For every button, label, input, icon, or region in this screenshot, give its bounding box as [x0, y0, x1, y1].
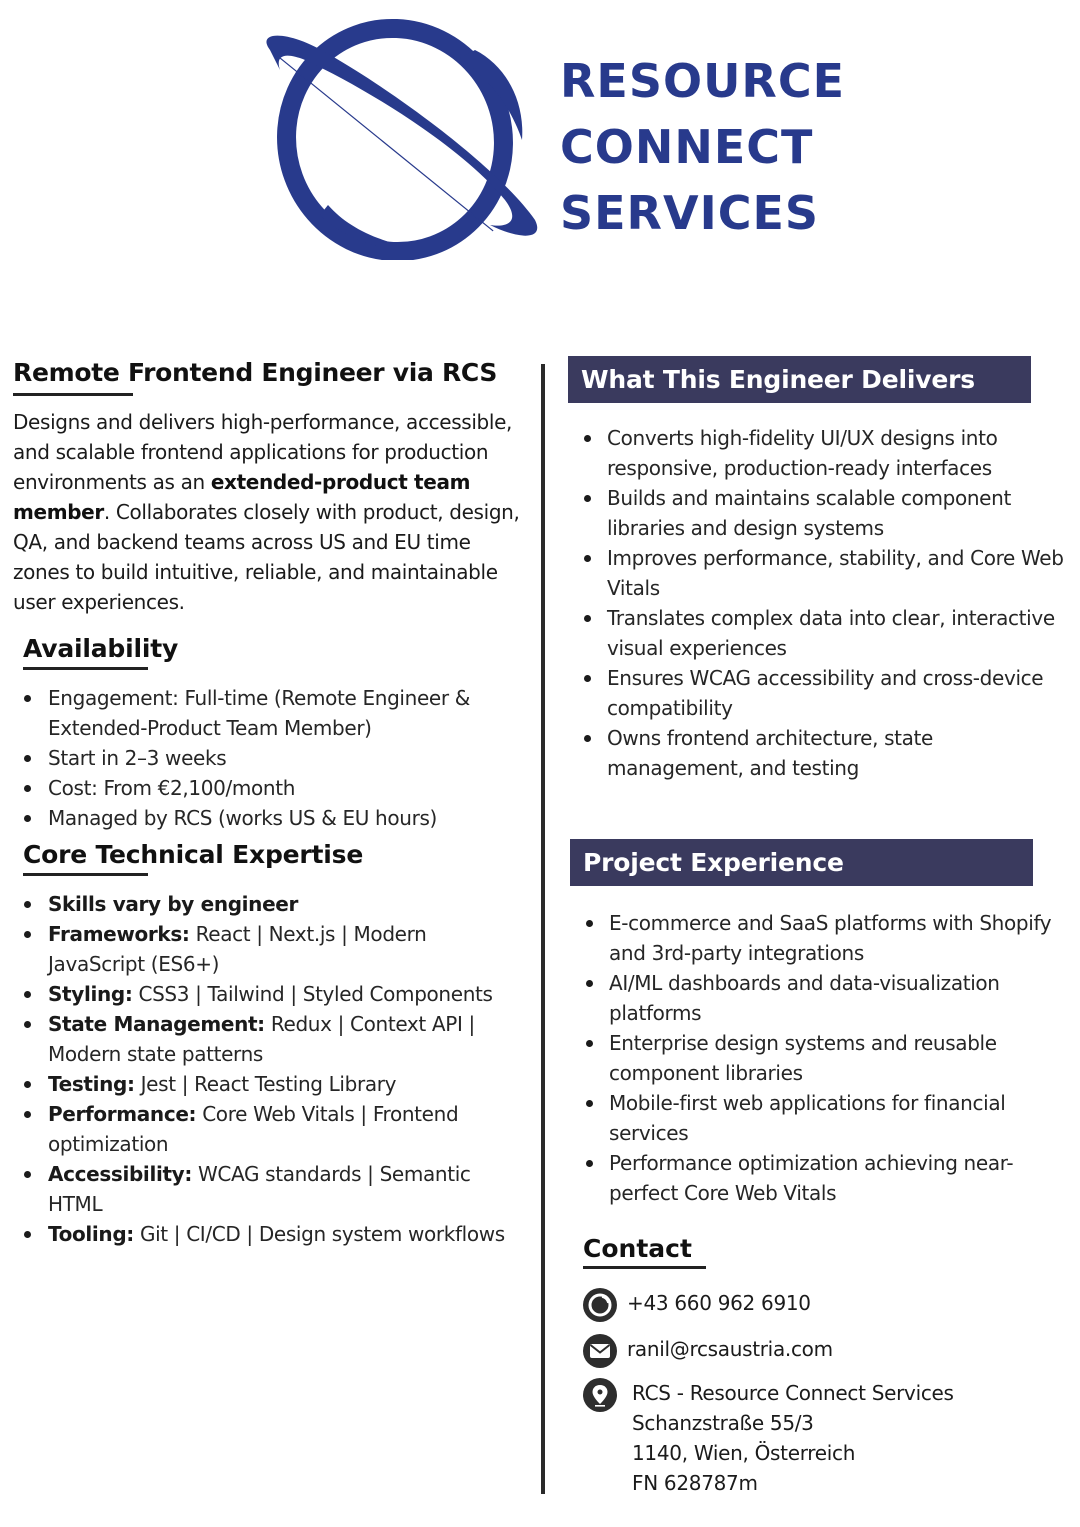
intro-text-1: Designs and delivers high-performance, accessible, and scalable frontend applications for production environments as an	[13, 410, 513, 494]
skill-label: Performance:	[48, 1102, 197, 1126]
skill-label: Styling:	[48, 982, 133, 1006]
skill-text: React | Next.js | Modern JavaScript (ES6+)	[48, 922, 427, 976]
skill-text: CSS3 | Tailwind | Styled Components	[132, 982, 493, 1006]
availability-underline	[23, 667, 148, 670]
list-item: Owns frontend architecture, state management, and testing	[568, 723, 1068, 783]
list-item: AI/ML dashboards and data-visualization platforms	[570, 968, 1068, 1028]
phone-icon	[583, 1288, 617, 1322]
left-column	[13, 355, 528, 1249]
list-item	[13, 979, 528, 1009]
availability-list	[13, 683, 528, 833]
list-item: Managed by RCS (works US & EU hours)	[13, 803, 528, 833]
contact-heading: Contact	[583, 1234, 692, 1263]
location-pin-icon	[583, 1378, 617, 1412]
skill-label: Frameworks:	[48, 922, 190, 946]
list-item: Performance optimization achieving near-perfect Core Web Vitals	[570, 1148, 1068, 1208]
address-line: RCS - Resource Connect Services	[632, 1381, 954, 1405]
contact-phone-row	[583, 1288, 1068, 1322]
email-icon	[583, 1334, 617, 1368]
projects-list	[570, 908, 1068, 1208]
logo-line-connect: CONNECT	[560, 120, 814, 174]
address-line: 1140, Wien, Österreich	[632, 1441, 856, 1465]
column-divider	[541, 364, 545, 1494]
skill-label: Testing:	[48, 1072, 135, 1096]
delivers-list	[568, 423, 1068, 783]
expertise-list	[13, 889, 528, 1249]
list-item: Mobile-first web applications for financial services	[570, 1088, 1068, 1148]
contact-email-row	[583, 1334, 1068, 1368]
list-item	[13, 1159, 528, 1219]
skill-text: Git | CI/CD | Design system workflows	[133, 1222, 505, 1246]
list-item: Start in 2–3 weeks	[13, 743, 528, 773]
list-item	[13, 889, 528, 919]
list-item: Converts high-fidelity UI/UX designs into responsive, production-ready interfaces	[568, 423, 1068, 483]
list-item	[13, 919, 528, 979]
logo-line-resource: RESOURCE	[560, 54, 846, 108]
list-item: Enterprise design systems and reusable component libraries	[570, 1028, 1068, 1088]
list-item: Improves performance, stability, and Core Web Vitals	[568, 543, 1068, 603]
skill-text: WCAG standards | Semantic HTML	[48, 1162, 471, 1216]
title-underline	[13, 393, 133, 396]
skill-text: Core Web Vitals | Frontend optimization	[48, 1102, 459, 1156]
availability-heading: Availability	[23, 634, 179, 663]
contact-address-row	[583, 1378, 1068, 1498]
logo-line-services: SERVICES	[560, 186, 820, 240]
list-item	[13, 1009, 528, 1069]
list-item	[13, 1219, 528, 1249]
projects-heading: Project Experience	[570, 839, 1033, 886]
intro-paragraph	[13, 407, 528, 617]
list-item: Cost: From €2,100/month	[13, 773, 528, 803]
right-column	[568, 356, 1068, 1498]
skill-label: State Management:	[48, 1012, 265, 1036]
intro-text-2: . Collaborates closely with product, design, QA, and backend teams across US and EU time zones to build intuitive, reliable, and maintainable user experiences.	[13, 500, 520, 614]
address-line: Schanzstraße 55/3	[632, 1411, 814, 1435]
list-item: Ensures WCAG accessibility and cross-device compatibility	[568, 663, 1068, 723]
globe-orbit-logo-icon	[250, 10, 550, 260]
expertise-underline	[23, 873, 148, 876]
skill-label: Tooling:	[48, 1222, 134, 1246]
address-block	[632, 1378, 954, 1498]
list-item: Builds and maintains scalable component libraries and design systems	[568, 483, 1068, 543]
skill-label: Accessibility:	[48, 1162, 192, 1186]
company-logo	[250, 10, 850, 260]
delivers-heading: What This Engineer Delivers	[568, 356, 1031, 403]
skill-text: Redux | Context API | Modern state patterns	[48, 1012, 475, 1066]
list-item	[13, 1099, 528, 1159]
list-item	[13, 1069, 528, 1099]
page-title: Remote Frontend Engineer via RCS	[13, 358, 498, 387]
logo-wordmark	[560, 48, 845, 246]
address-line: FN 628787m	[632, 1471, 758, 1495]
list-item: Translates complex data into clear, interactive visual experiences	[568, 603, 1068, 663]
email-link[interactable]: ranil@rcsaustria.com	[627, 1337, 833, 1361]
skill-text: Jest | React Testing Library	[134, 1072, 397, 1096]
expertise-heading: Core Technical Expertise	[23, 840, 364, 869]
contact-underline	[583, 1266, 706, 1269]
list-item: Engagement: Full-time (Remote Engineer & Extended-Product Team Member)	[13, 683, 528, 743]
list-item: E-commerce and SaaS platforms with Shopify and 3rd-party integrations	[570, 908, 1068, 968]
phone-link[interactable]: +43 660 962 6910	[627, 1291, 811, 1315]
intro-bold: extended-product team member	[13, 470, 471, 524]
skill-label: Skills vary by engineer	[48, 892, 299, 916]
